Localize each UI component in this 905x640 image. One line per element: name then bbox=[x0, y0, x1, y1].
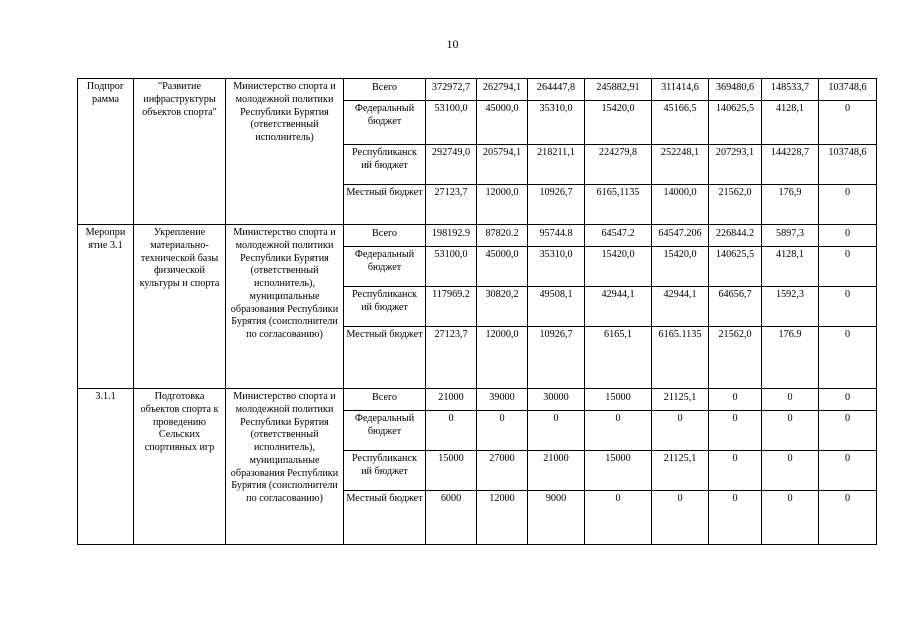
amount-cell: 15000 bbox=[585, 389, 652, 411]
amount-cell: 12000,0 bbox=[477, 327, 528, 389]
amount-cell: 0 bbox=[709, 411, 762, 451]
amount-cell: 95744.8 bbox=[528, 225, 585, 247]
amount-cell: 176.9 bbox=[762, 327, 819, 389]
amount-cell: 0 bbox=[762, 389, 819, 411]
row-executor: Министерство спорта и молодежной политики Республики Бурятия (ответственный исполнитель) bbox=[226, 79, 344, 225]
amount-cell: 0 bbox=[709, 451, 762, 491]
amount-cell: 6000 bbox=[426, 491, 477, 545]
amount-cell: 1592,3 bbox=[762, 287, 819, 327]
row-name: Подготовка объектов спорта к проведению Сельских спортивных игр bbox=[134, 389, 226, 545]
table-body bbox=[78, 79, 877, 545]
amount-cell: 15420,0 bbox=[585, 101, 652, 145]
amount-cell: 0 bbox=[819, 185, 877, 225]
amount-cell: 0 bbox=[585, 491, 652, 545]
amount-cell: 15000 bbox=[585, 451, 652, 491]
amount-cell: 0 bbox=[709, 389, 762, 411]
amount-cell: 12000,0 bbox=[477, 185, 528, 225]
amount-cell: 45166,5 bbox=[652, 101, 709, 145]
amount-cell: 21000 bbox=[528, 451, 585, 491]
amount-cell: 4128,1 bbox=[762, 247, 819, 287]
amount-cell: 30820,2 bbox=[477, 287, 528, 327]
amount-cell: 0 bbox=[709, 491, 762, 545]
row-code: Меропри ятие 3.1 bbox=[78, 225, 134, 389]
amount-cell: 0 bbox=[762, 491, 819, 545]
amount-cell: 45000,0 bbox=[477, 101, 528, 145]
amount-cell: 207293,1 bbox=[709, 145, 762, 185]
amount-cell: 0 bbox=[819, 451, 877, 491]
amount-cell: 10926,7 bbox=[528, 185, 585, 225]
amount-cell: 42944,1 bbox=[585, 287, 652, 327]
amount-cell: 64656,7 bbox=[709, 287, 762, 327]
amount-cell: 252248,1 bbox=[652, 145, 709, 185]
amount-cell: 27123,7 bbox=[426, 185, 477, 225]
funding-source: Всего bbox=[344, 79, 426, 101]
row-code: Подпрог рамма bbox=[78, 79, 134, 225]
table-row bbox=[78, 389, 877, 411]
funding-source: Республиканск ий бюджет bbox=[344, 451, 426, 491]
amount-cell: 0 bbox=[426, 411, 477, 451]
amount-cell: 0 bbox=[819, 247, 877, 287]
amount-cell: 64547.206 bbox=[652, 225, 709, 247]
amount-cell: 311414,6 bbox=[652, 79, 709, 101]
amount-cell: 21000 bbox=[426, 389, 477, 411]
funding-source: Республиканск ий бюджет bbox=[344, 145, 426, 185]
amount-cell: 12000 bbox=[477, 491, 528, 545]
amount-cell: 140625,5 bbox=[709, 247, 762, 287]
amount-cell: 218211,1 bbox=[528, 145, 585, 185]
amount-cell: 5897,3 bbox=[762, 225, 819, 247]
amount-cell: 6165.1135 bbox=[652, 327, 709, 389]
amount-cell: 21562,0 bbox=[709, 327, 762, 389]
row-name: "Развитие инфраструктуры объектов спорта" bbox=[134, 79, 226, 225]
funding-source: Всего bbox=[344, 389, 426, 411]
amount-cell: 0 bbox=[477, 411, 528, 451]
amount-cell: 53100,0 bbox=[426, 101, 477, 145]
row-code: 3.1.1 bbox=[78, 389, 134, 545]
amount-cell: 0 bbox=[762, 411, 819, 451]
amount-cell: 64547.2 bbox=[585, 225, 652, 247]
amount-cell: 0 bbox=[819, 389, 877, 411]
funding-source: Федеральный бюджет bbox=[344, 247, 426, 287]
amount-cell: 0 bbox=[652, 491, 709, 545]
amount-cell: 39000 bbox=[477, 389, 528, 411]
amount-cell: 369480,6 bbox=[709, 79, 762, 101]
row-executor: Министерство спорта и молодежной политики Республики Бурятия (ответственный исполнитель), муниципальные образования Республики Бурятия (соисполнители по согласованию) bbox=[226, 389, 344, 545]
amount-cell: 21125,1 bbox=[652, 389, 709, 411]
amount-cell: 117969.2 bbox=[426, 287, 477, 327]
funding-source: Всего bbox=[344, 225, 426, 247]
amount-cell: 0 bbox=[762, 451, 819, 491]
amount-cell: 245882,91 bbox=[585, 79, 652, 101]
amount-cell: 198192.9 bbox=[426, 225, 477, 247]
amount-cell: 0 bbox=[585, 411, 652, 451]
amount-cell: 144228,7 bbox=[762, 145, 819, 185]
amount-cell: 0 bbox=[819, 101, 877, 145]
amount-cell: 49508,1 bbox=[528, 287, 585, 327]
amount-cell: 45000,0 bbox=[477, 247, 528, 287]
amount-cell: 27123,7 bbox=[426, 327, 477, 389]
amount-cell: 0 bbox=[819, 225, 877, 247]
row-executor: Министерство спорта и молодежной политики Республики Бурятия (ответственный исполнитель), муниципальные образования Республики Бурятия (соисполнители по согласованию) bbox=[226, 225, 344, 389]
row-name: Укрепление материально-технической базы физической культуры и спорта bbox=[134, 225, 226, 389]
amount-cell: 224279,8 bbox=[585, 145, 652, 185]
amount-cell: 0 bbox=[819, 287, 877, 327]
amount-cell: 30000 bbox=[528, 389, 585, 411]
amount-cell: 6165,1 bbox=[585, 327, 652, 389]
amount-cell: 205794,1 bbox=[477, 145, 528, 185]
amount-cell: 15420,0 bbox=[585, 247, 652, 287]
amount-cell: 4128,1 bbox=[762, 101, 819, 145]
amount-cell: 35310,0 bbox=[528, 247, 585, 287]
amount-cell: 140625,5 bbox=[709, 101, 762, 145]
amount-cell: 35310,0 bbox=[528, 101, 585, 145]
amount-cell: 0 bbox=[819, 327, 877, 389]
funding-source: Республиканск ий бюджет bbox=[344, 287, 426, 327]
amount-cell: 15000 bbox=[426, 451, 477, 491]
amount-cell: 264447,8 bbox=[528, 79, 585, 101]
amount-cell: 53100,0 bbox=[426, 247, 477, 287]
amount-cell: 21562,0 bbox=[709, 185, 762, 225]
amount-cell: 15420,0 bbox=[652, 247, 709, 287]
table-row bbox=[78, 79, 877, 101]
amount-cell: 226844.2 bbox=[709, 225, 762, 247]
amount-cell: 9000 bbox=[528, 491, 585, 545]
amount-cell: 148533,7 bbox=[762, 79, 819, 101]
table-row bbox=[78, 225, 877, 247]
amount-cell: 176,9 bbox=[762, 185, 819, 225]
amount-cell: 262794,1 bbox=[477, 79, 528, 101]
amount-cell: 6165,1135 bbox=[585, 185, 652, 225]
amount-cell: 0 bbox=[819, 491, 877, 545]
amount-cell: 10926,7 bbox=[528, 327, 585, 389]
funding-source: Федеральный бюджет bbox=[344, 411, 426, 451]
amount-cell: 21125,1 bbox=[652, 451, 709, 491]
funding-source: Местный бюджет bbox=[344, 185, 426, 225]
amount-cell: 103748,6 bbox=[819, 145, 877, 185]
amount-cell: 42944,1 bbox=[652, 287, 709, 327]
amount-cell: 14000,0 bbox=[652, 185, 709, 225]
amount-cell: 27000 bbox=[477, 451, 528, 491]
amount-cell: 0 bbox=[819, 411, 877, 451]
page-number: 10 bbox=[446, 37, 459, 51]
funding-source: Местный бюджет bbox=[344, 327, 426, 389]
amount-cell: 87820.2 bbox=[477, 225, 528, 247]
funding-source: Местный бюджет bbox=[344, 491, 426, 545]
amount-cell: 292749,0 bbox=[426, 145, 477, 185]
amount-cell: 0 bbox=[528, 411, 585, 451]
amount-cell: 0 bbox=[652, 411, 709, 451]
funding-source: Федеральный бюджет bbox=[344, 101, 426, 145]
budget-table bbox=[77, 78, 877, 545]
amount-cell: 103748,6 bbox=[819, 79, 877, 101]
amount-cell: 372972,7 bbox=[426, 79, 477, 101]
